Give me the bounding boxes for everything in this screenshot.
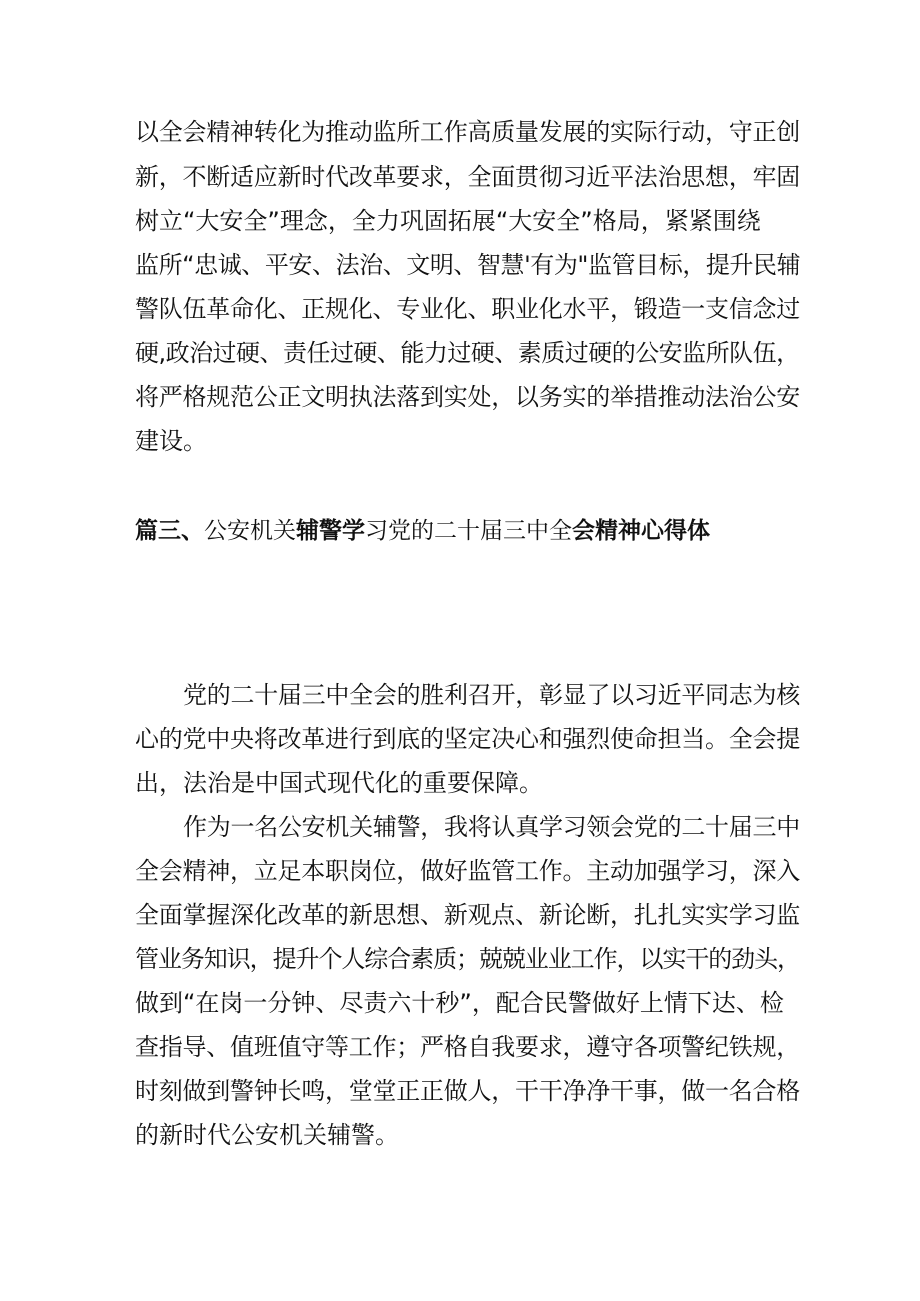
text-line: 的新时代公安机关辅警。 bbox=[135, 1121, 399, 1149]
heading-part: 公安机关 bbox=[204, 518, 296, 544]
text-line: 心的党中央将改革进行到底的坚定决心和强烈使命担当。全会提 bbox=[135, 725, 800, 753]
text-line: 党的二十届三中全会的胜利召开，彰显了以习近平同志为核 bbox=[183, 681, 800, 709]
text-line: 管业务知识，提升个人综合素质；兢兢业业工作，以实干的劲头， bbox=[135, 945, 800, 973]
text-line: 树立“大安全”理念，全力巩固拓展“大安全”格局，紧紧围绕 bbox=[135, 207, 761, 235]
text-line: 建设。 bbox=[135, 427, 207, 455]
section-heading bbox=[135, 516, 710, 546]
text-line: 查指导、值班值守等工作；严格自我要求，遵守各项警纪铁规， bbox=[135, 1033, 800, 1061]
heading-part: 习党的二十届三中全 bbox=[365, 518, 572, 544]
text-line: 全会精神，立足本职岗位，做好监管工作。主动加强学习，深入 bbox=[135, 857, 800, 885]
text-line: 新，不断适应新时代改革要求，全面贯彻习近平法治思想，牢固 bbox=[135, 163, 800, 191]
text-line: 做到“在岗一分钟、尽责六十秒”，配合民警做好上情下达、检 bbox=[135, 989, 784, 1017]
text-line: 时刻做到警钟长鸣，堂堂正正做人，干干净净干事，做一名合格 bbox=[135, 1077, 800, 1105]
text-line: 将严格规范公正文明执法落到实处，以务实的举措推动法治公安 bbox=[135, 383, 800, 411]
text-line: 监所“忠诚、平安、法治、文明、智慧'有为"监管目标，提升民辅 bbox=[135, 251, 801, 279]
text-line: 硬,政治过硬、责任过硬、能力过硬、素质过硬的公安监所队伍， bbox=[135, 339, 800, 367]
text-line: 全面掌握深化改革的新思想、新观点、新论断，扎扎实实学习监 bbox=[135, 901, 800, 929]
heading-part: 篇三、 bbox=[135, 518, 204, 544]
text-line: 警队伍革命化、正规化、专业化、职业化水平，锻造一支信念过 bbox=[135, 295, 800, 323]
heading-part: 会精神心得体 bbox=[572, 518, 710, 544]
text-line: 作为一名公安机关辅警，我将认真学习领会党的二十届三中 bbox=[183, 813, 800, 841]
text-line: 出，法治是中国式现代化的重要保障。 bbox=[135, 769, 543, 797]
heading-part: 辅警学 bbox=[296, 518, 365, 544]
text-line: 以全会精神转化为推动监所工作高质量发展的实际行动，守正创 bbox=[135, 118, 800, 146]
